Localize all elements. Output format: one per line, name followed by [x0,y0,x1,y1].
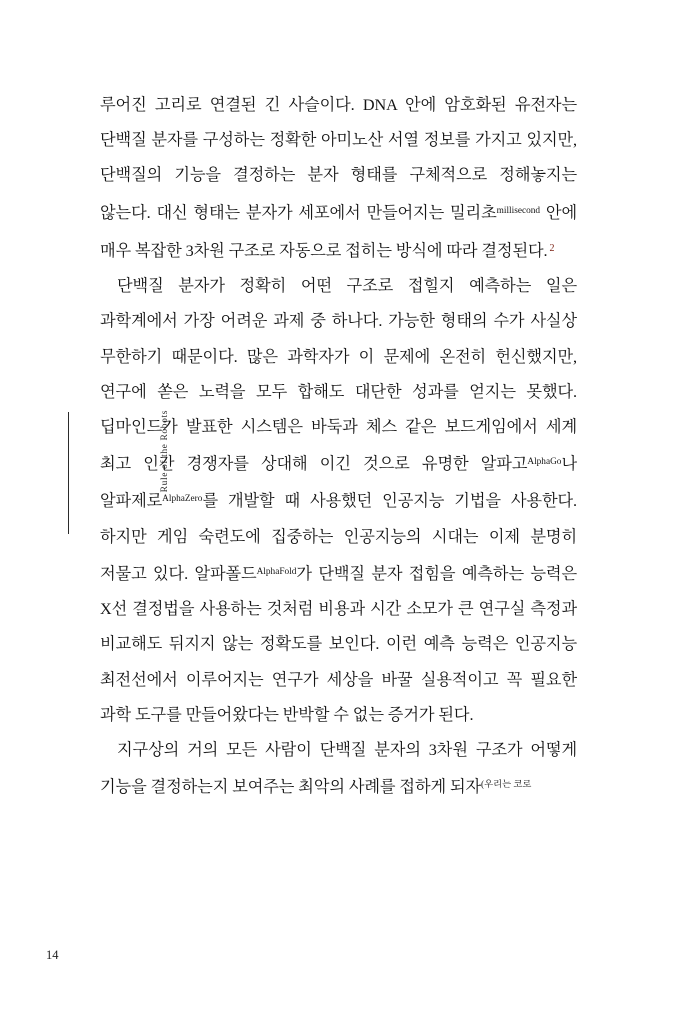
paragraph: 지구상의 거의 모든 사람이 단백질 분자의 3차원 구조가 어떻게 기능을 결정하는지 보여주는 최악의 사례를 접하게 되자$^{(우리는 코로}$ [100,741,577,797]
running-head: Rule of the Robots [160,410,170,493]
page-number: 14 [46,948,59,962]
paragraph: 루어진 고리로 연결된 긴 사슬이다. DNA 안에 암호화된 유전자는 단백질 분자를 구성하는 정확한 아미노산 서열 정보를 가지고 있지만, 단백질의 기능을 결정하는 분자 형태를 구체적으로 정해놓지는 않는다. 대신 형태는 분자가 세포에서 만들어지는 밀리초$^{millisecond}$ 안에 매우 복잡한 3차원 구조로 자동으로 접히는 방식에 따라 결정된다. $^2$ [100,96,577,260]
running-head-rule [68,412,69,534]
inline-gloss: AlphaGo [527,457,562,468]
footnote-marker: 2 [549,242,555,254]
inline-gloss: AlphaFold [256,566,297,577]
inline-gloss: (우리는 코로 [481,780,532,791]
inline-gloss: AlphaZero [162,494,203,505]
body-text-column [100,88,577,806]
paragraph: 단백질 분자가 정확히 어떤 구조로 접힐지 예측하는 일은 과학계에서 가장 어려운 과제 중 하나다. 가능한 형태의 수가 사실상 무한하기 때문이다. 많은 과학자가 이 문제에 온전히 헌신했지만, 연구에 쏟은 노력을 모두 합해도 대단한 성과를 얻지는 못했다. 딥마인드가 발표한 시스템은 바둑과 체스 같은 보드게임에서 세계 최고 인간 경쟁자를 상대해 이긴 것으로 유명한 알파고$^{AlphaGo}$나 알파제로$^{AlphaZero}$를 개발할 때 사용했던 인공지능 기법을 사용한다. 하지만 게임 숙련도에 집중하는 인공지능의 시대는 이제 분명히 저물고 있다. 알파폴드$^{AlphaFold}$가 단백질 분자 접힘을 예측하는 능력은 X선 결정법을 사용하는 것처럼 비용과 시간 소모가 큰 연구실 측정과 비교해도 뒤지지 않는 정확도를 보인다. 이런 예측 능력은 인공지능 최전선에서 이루어지는 연구가 세상을 바꿀 실용적이고 꼭 필요한 과학 도구를 만들어왔다는 반박할 수 없는 증거가 된다. [100,277,577,724]
inline-gloss: millisecond [496,205,541,216]
